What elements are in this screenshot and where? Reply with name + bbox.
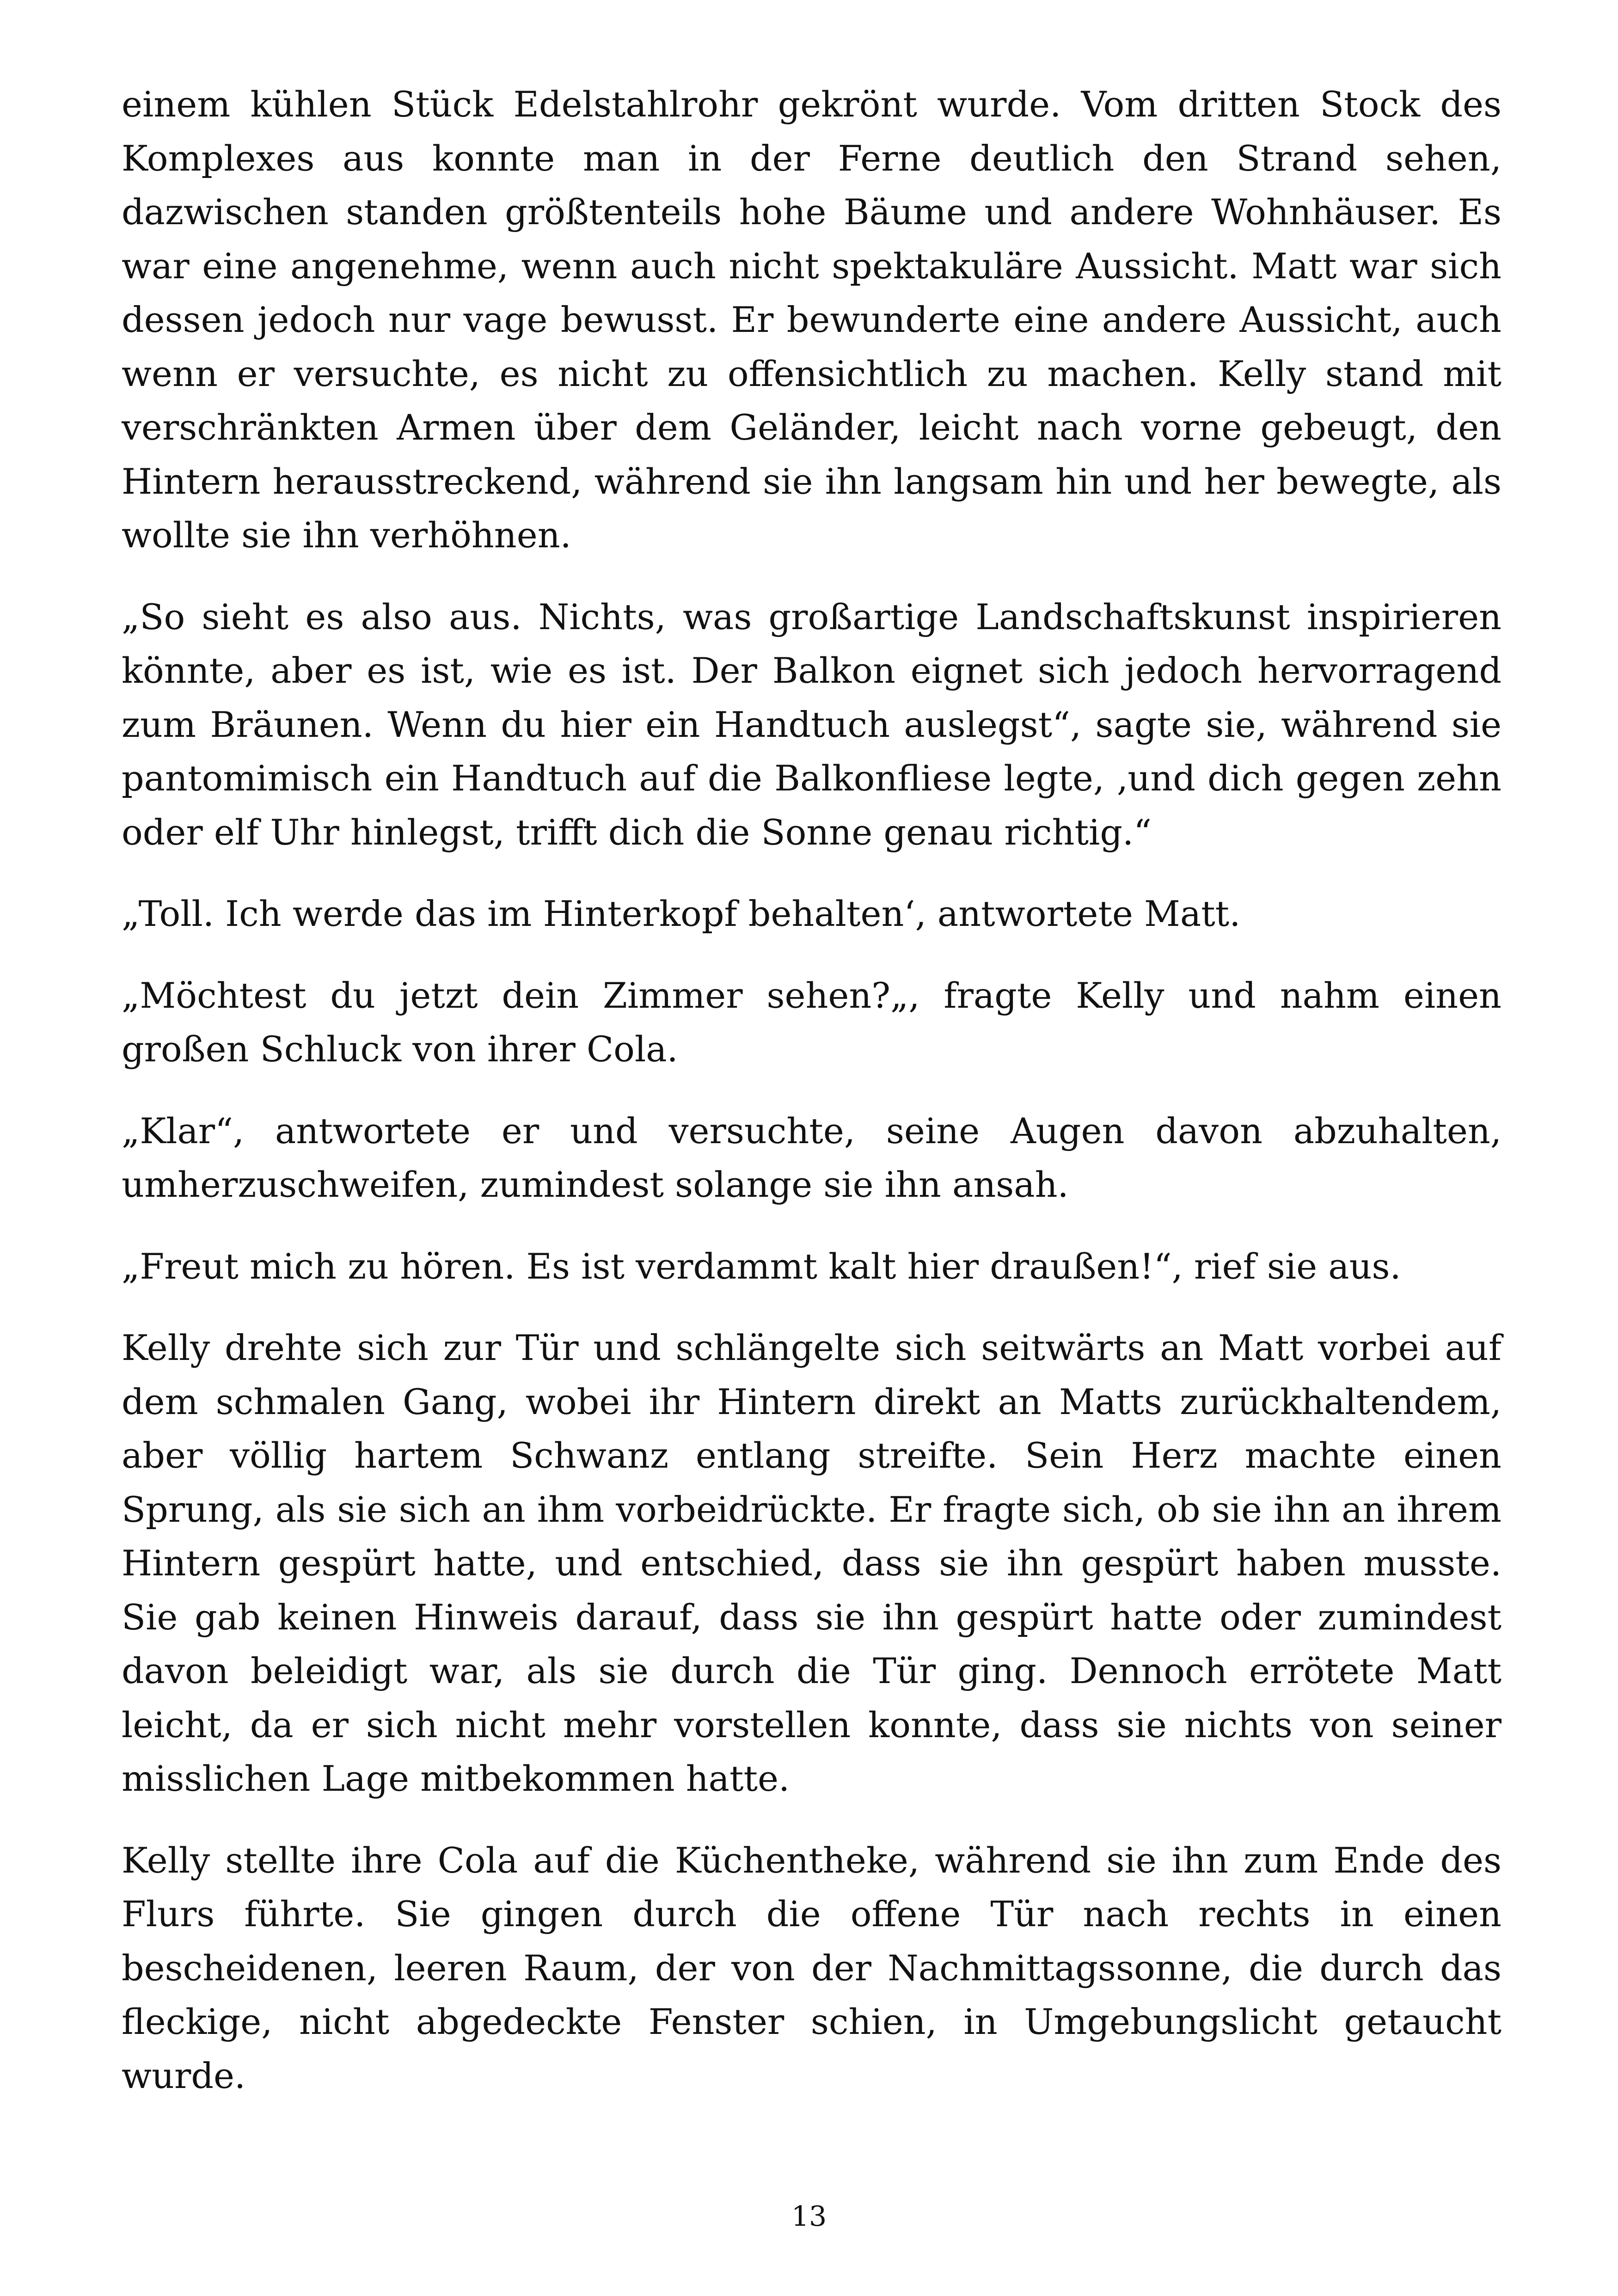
paragraph: einem kühlen Stück Edelstahlrohr gekrönt wurde. Vom dritten Stock des Komplexes aus konnte man in der Ferne deutlich den Strand sehen, dazwischen standen größtenteils hohe Bäume und andere Wohnhäuser. Es war eine angenehme, wenn auch nicht spektakuläre Aussicht. Matt war sich dessen jedoch nur vage bewusst. Er bewunderte eine andere Aussicht, auch wenn er versuchte, es nicht zu offensichtlich zu machen. Kelly stand mit verschränkten Armen über dem Geländer, leicht nach vorne gebeugt, den Hintern herausstreckend, während sie ihn langsam hin und her bewegte, als wollte sie ihn verhöhnen. [122,84,1502,556]
page-body [122,78,1502,2131]
paragraph: Kelly stellte ihre Cola auf die Küchentheke, während sie ihn zum Ende des Flurs führte. Sie gingen durch die offene Tür nach rechts in einen bescheidenen, leeren Raum, der von der Nachmittagssonne, die durch das fleckige, nicht abgedeckte Fenster schien, in Umgebungslicht getaucht wurde. [122,1839,1502,2096]
paragraph: Kelly drehte sich zur Tür und schlängelte sich seitwärts an Matt vorbei auf dem schmalen Gang, wobei ihr Hintern direkt an Matts zurückhaltendem, aber völlig hartem Schwanz entlang streifte. Sein Herz machte einen Sprung, als sie sich an ihm vorbeidrückte. Er fragte sich, ob sie ihn an ihrem Hintern gespürt hatte, und entschied, dass sie ihn gespürt haben musste. Sie gab keinen Hinweis darauf, dass sie ihn gespürt hatte oder zumindest davon beleidigt war, als sie durch die Tür ging. Dennoch errötete Matt leicht, da er sich nicht mehr vorstellen konnte, dass sie nichts von seiner misslichen Lage mitbekommen hatte. [122,1327,1502,1799]
paragraph: „Möchtest du jetzt dein Zimmer sehen?„, fragte Kelly und nahm einen großen Schluck von ihrer Cola. [122,974,1502,1070]
paragraph: „Toll. Ich werde das im Hinterkopf behalten‘, antwortete Matt. [122,893,1241,934]
paragraph: „Klar“, antwortete er und versuchte, seine Augen davon abzuhalten, umherzuschweifen, zumindest solange sie ihn ansah. [122,1110,1502,1205]
paragraph: „Freut mich zu hören. Es ist verdammt kalt hier draußen!“, rief sie aus. [122,1245,1401,1287]
paragraph: „So sieht es also aus. Nichts, was großartige Landschaftskunst inspirieren könnte, aber es ist, wie es ist. Der Balkon eignet sich jedoch hervorragend zum Bräunen. Wenn du hier ein Handtuch auslegst“, sagte sie, während sie pantomimisch ein Handtuch auf die Balkonfliese legte, ‚und dich gegen zehn oder elf Uhr hinlegst, trifft dich die Sonne genau richtig.“ [122,596,1502,853]
page-number: 13 [791,2200,827,2233]
